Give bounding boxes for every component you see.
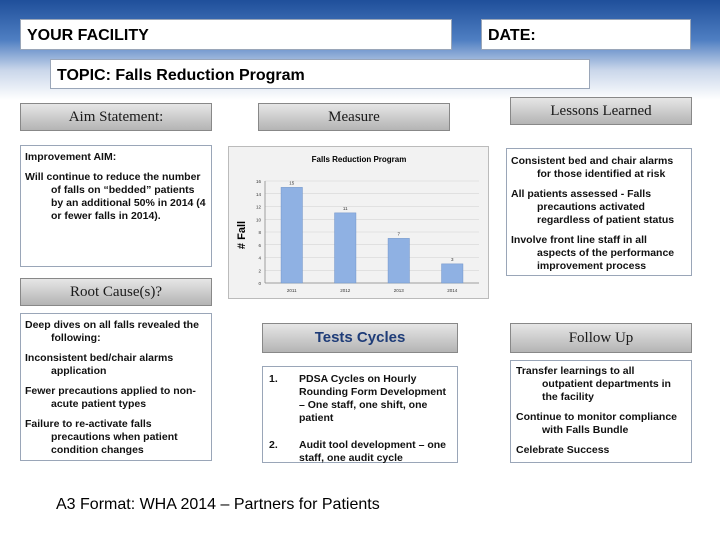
aim-box [20,145,212,267]
chart-y-tick-label: 16 [255,179,261,184]
lessons-item: All patients assessed - Falls precautions activated regardless of patient status [511,188,675,226]
chart-box [228,146,489,299]
lessons-heading-text: Lessons Learned [550,103,652,119]
chart-data-label: 7 [397,231,401,237]
lessons-box [506,148,692,276]
chart-y-tick-label: 2 [258,268,261,274]
root-cause-item: Fewer precautions applied to non-acute patient types [25,385,196,410]
tests-item-number: 1. [269,373,278,385]
tests-item [269,373,451,425]
lessons-item: Consistent bed and chair alarms for those identified at risk [511,155,674,180]
tests-item-number: 2. [269,439,278,451]
follow-up-item: Transfer learnings to all outpatient departments in the facility [516,365,671,403]
follow-up-item: Continue to monitor compliance with Falls Bundle [516,411,678,436]
chart-data-label: 11 [342,205,348,211]
root-cause-heading [20,278,212,306]
chart-x-tick-label: 2013 [393,288,404,293]
footer-text: A3 Format: WHA 2014 – Partners for Patients [56,496,380,513]
chart-y-tick-label: 12 [255,204,261,210]
chart-y-label: # Fall [236,220,248,250]
lessons-heading [510,97,692,125]
follow-up-box [510,360,692,463]
chart-data-label: 15 [289,180,295,186]
measure-heading-text: Measure [328,109,380,125]
chart-bar [442,264,463,283]
chart-bar [388,238,409,283]
chart-y-tick-label: 8 [258,230,261,235]
chart-data-label: 3 [450,256,454,262]
follow-up-heading [510,323,692,353]
chart-y-tick-label: 6 [258,242,261,248]
chart-x-tick-label: 2011 [286,288,297,293]
date-box [481,19,691,50]
aim-item: Will continue to reduce the number of falls on “bedded” patients by an additional 50% in 2014 (4 or fewer falls in 2014). [25,171,206,222]
chart-y-tick-label: 4 [258,255,261,261]
chart-title: Falls Reduction Program [311,155,407,164]
tests-heading [262,323,458,353]
root-cause-item: Inconsistent bed/chair alarms application [25,352,174,377]
topic-label: TOPIC: Falls Reduction Program [57,67,305,84]
chart-x-tick-label: 2014 [447,288,458,293]
chart-y-tick-label: 10 [255,217,261,223]
aim-heading-text: Aim Statement: [68,109,164,125]
follow-up-item: Celebrate Success [516,444,610,456]
measure-heading [258,103,450,131]
date-label: DATE: [488,27,536,44]
aim-item: Improvement AIM: [25,151,117,163]
root-cause-item: Deep dives on all falls revealed the following: [25,319,199,344]
tests-item [269,439,451,465]
tests-box [262,366,458,463]
facility-label: YOUR FACILITY [27,27,149,44]
root-cause-item: Failure to re-activate falls precautions when patient condition changes [25,418,178,456]
chart-bar [335,213,356,283]
chart-y-tick-label: 14 [255,191,261,197]
tests-item-text: PDSA Cycles on Hourly Rounding Form Development – One staff, one shift, one patient [299,373,446,424]
tests-list [269,373,451,465]
chart-y-tick-label: 0 [258,281,261,286]
chart-bar [281,187,302,283]
root-cause-box [20,313,212,461]
aim-heading [20,103,212,131]
follow-up-heading-text: Follow Up [568,330,634,346]
topic-box [50,59,590,89]
lessons-item: Involve front line staff in all aspects of the performance improvement process [511,234,675,272]
facility-box [20,19,452,50]
root-cause-heading-text: Root Cause(s)? [69,284,163,300]
tests-item-text: Audit tool development – one staff, one audit cycle [299,439,447,464]
chart-x-tick-label: 2012 [340,288,351,293]
falls-bar-chart [229,147,488,298]
tests-heading-text: Tests Cycles [314,329,406,346]
